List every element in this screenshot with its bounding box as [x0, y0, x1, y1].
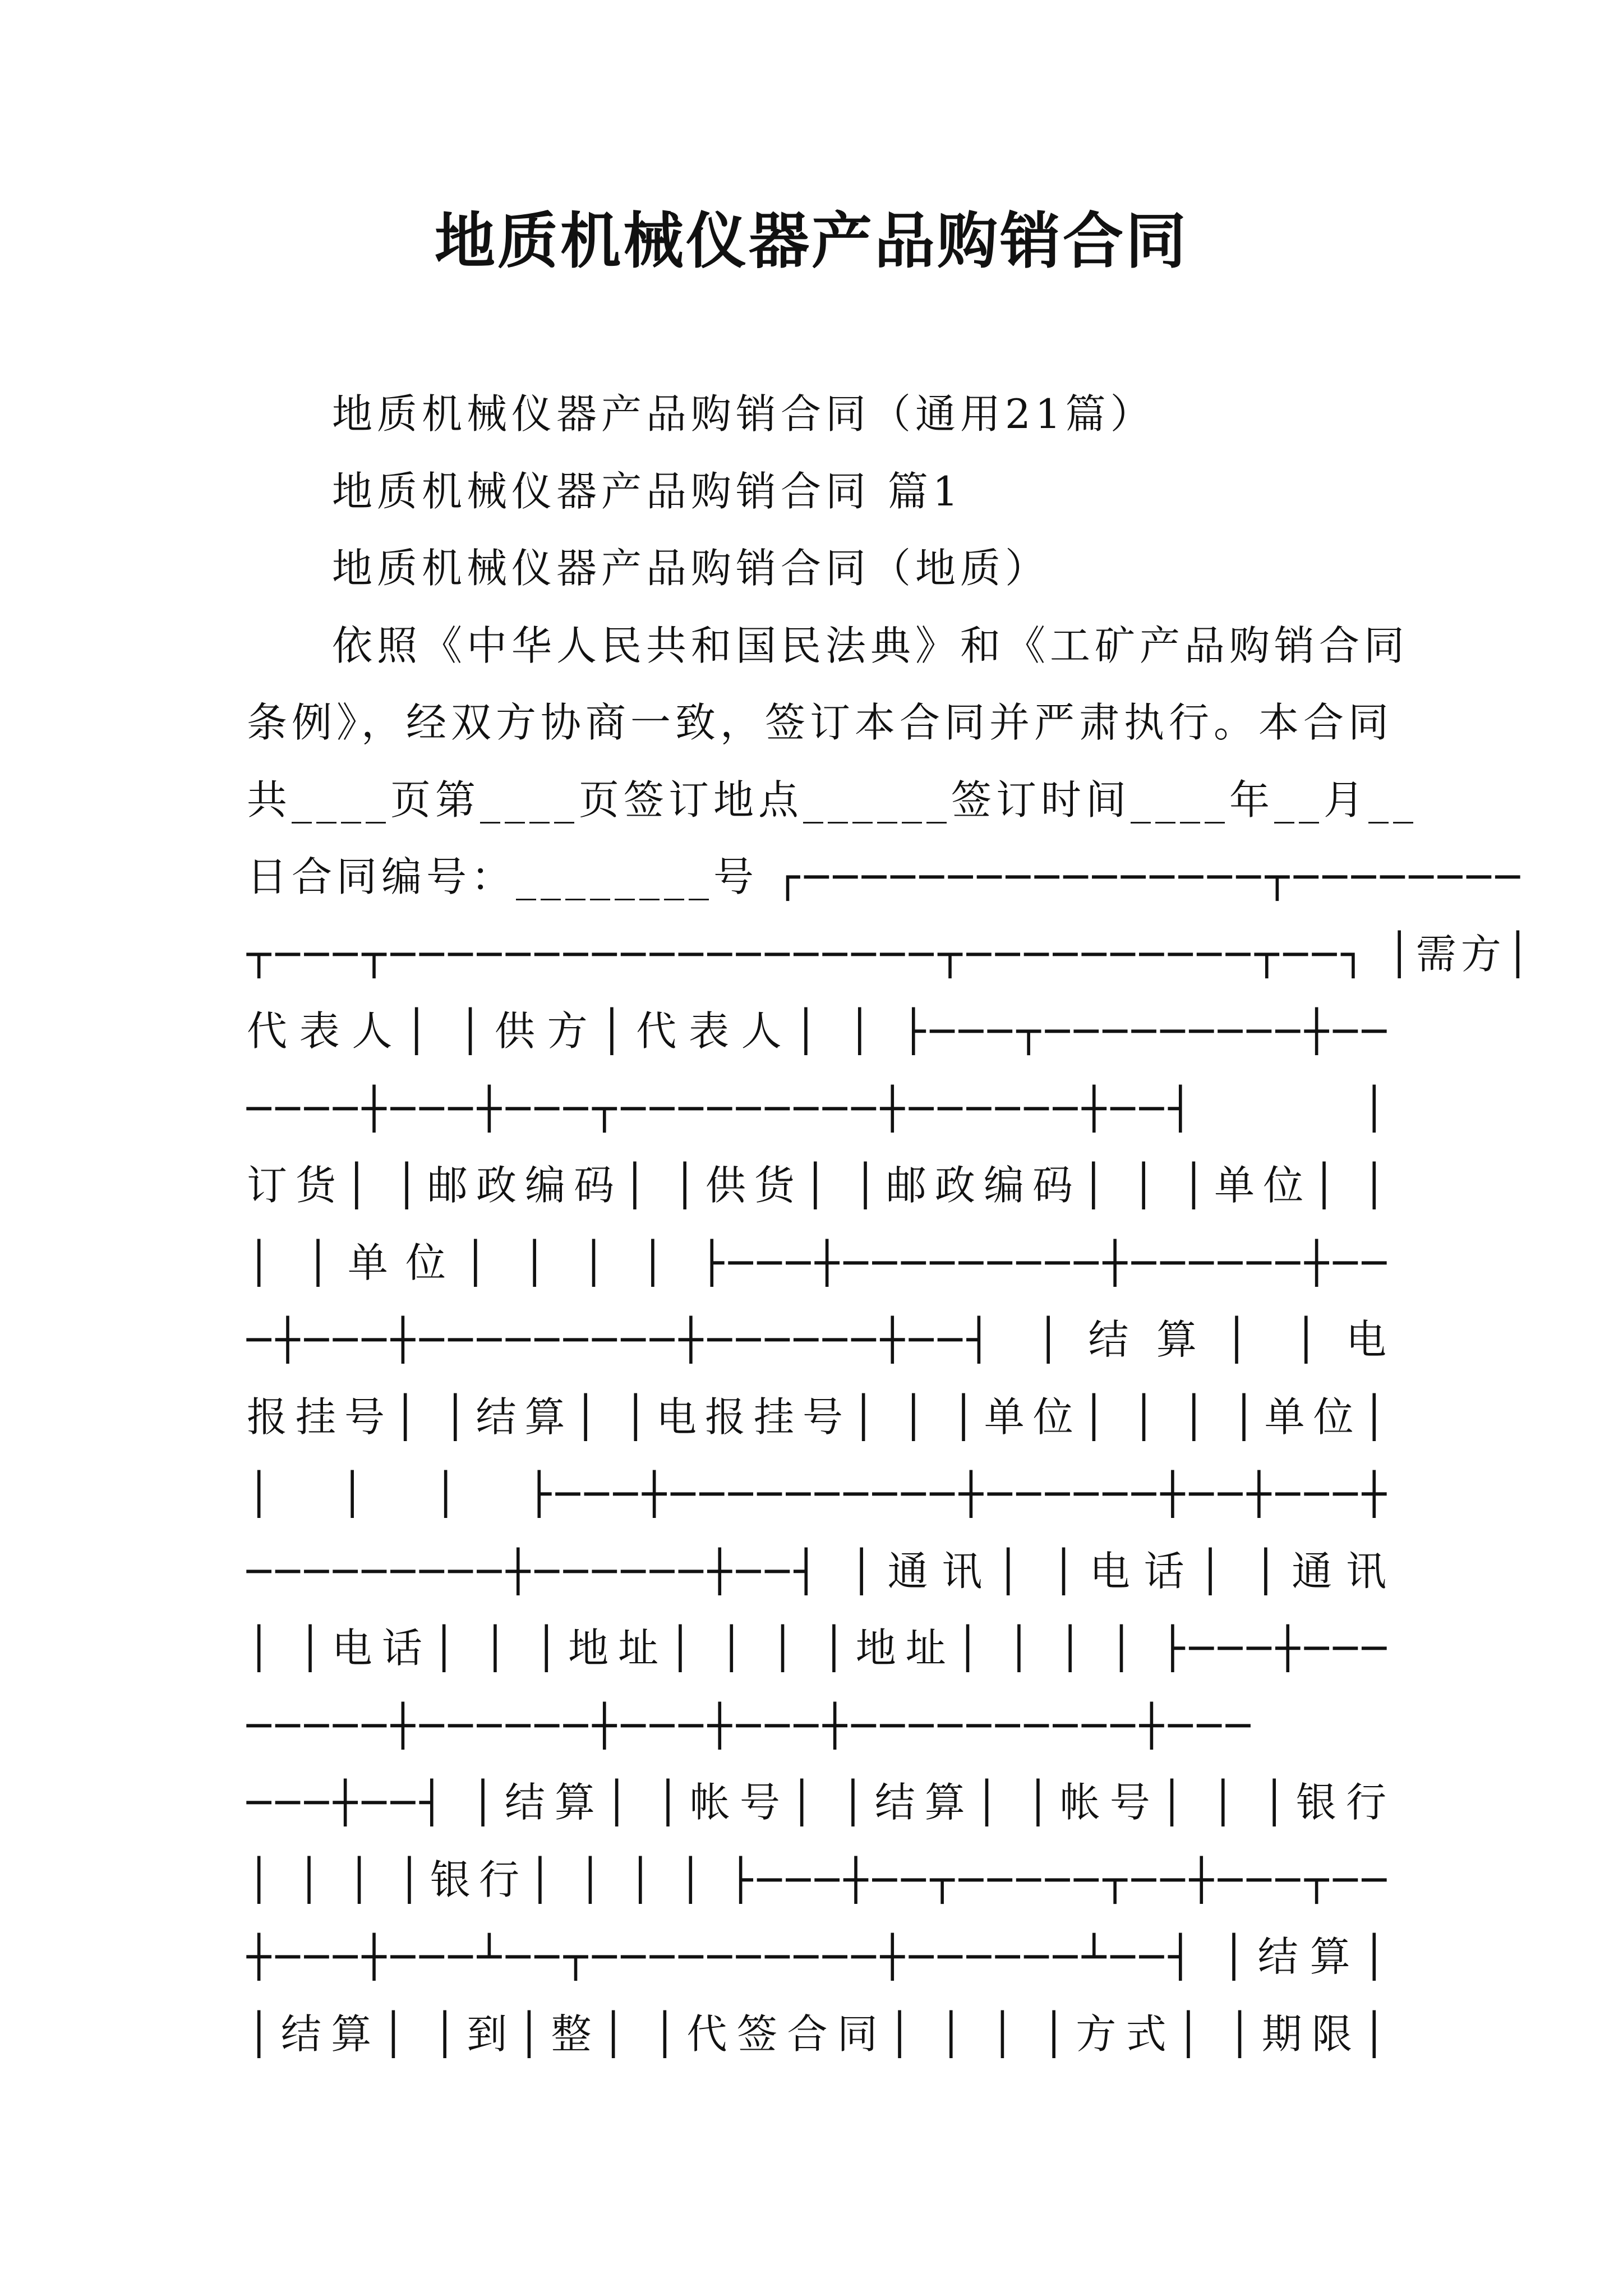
document-body	[247, 376, 1535, 2073]
table-text-line: 日合同编号：________号 ┌────────────────┬────────	[247, 853, 1524, 900]
table-text-line: ─┼───┼─────────┼──────┼──┤ │结算│ │电	[247, 1316, 1391, 1363]
table-text-line: │结算│ │到│整│ │代签合同│ │ │ │方式│ │期限│	[247, 2010, 1391, 2058]
subtitle-collection: 地质机械仪器产品购销合同（通用21篇）	[332, 390, 1155, 438]
table-text-line: ───┼──┤ │结算│ │帐号│ │结算│ │帐号│ │ │银行	[247, 1779, 1391, 1826]
table-text-line: │ │ │ ├───┼──────────┼──────┼──┼───┼	[247, 1470, 1391, 1517]
table-text-line: │ │ │ │银行│ │ │ │ ├───┼──┬─────┬──┼───┬──	[247, 1856, 1391, 1903]
table-text-line: │ │单位│ │ │ │ ├───┼─────────┼──────┼──	[247, 1239, 1391, 1286]
paragraph-line: 共____页第____页签订地点______签订时间____年__月__	[247, 776, 1418, 823]
subtitle-type: 地质机械仪器产品购销合同（地质）	[332, 545, 1050, 592]
table-text-line: 报挂号│ │结算│ │电报挂号│ │ │单位│ │ │ │单位│	[247, 1393, 1391, 1441]
table-text-line: ┬───┬───────────────────┬──────────┬──┐ │需方│	[247, 930, 1535, 978]
table-text-line: 代表人│ │供方│代表人│ │ ├───┬─────────┼──	[247, 1007, 1391, 1055]
table-text-line: │ │电话│ │ │地址│ │ │ │地址│ │ │ │ ├───┼───	[247, 1625, 1391, 1672]
table-text-line: 订货│ │邮政编码│ │供货│ │邮政编码│ │ │单位│ │	[247, 1162, 1391, 1209]
table-text-line: ─────┼──────┼───┼───┼──────────┼───	[247, 1701, 1255, 1749]
subtitle-part-1: 地质机械仪器产品购销合同 篇1	[332, 467, 963, 515]
table-text-line: ─────────┼──────┼──┤ │通讯│ │电话│ │通讯	[247, 1547, 1391, 1595]
table-text-line: ┼───┼───┴──┬──────────┼──────┴──┤ │结算│	[247, 1933, 1391, 1980]
document-title: 地质机械仪器产品购销合同	[434, 206, 1188, 277]
table-text-line: ────┼───┼───┬─────────┼──────┼──┤ │	[247, 1084, 1391, 1132]
paragraph-line: 依照《中华人民共和国民法典》和《工矿产品购销合同	[332, 622, 1409, 669]
paragraph-line: 条例》，经双方协商一致，签订本合同并严肃执行。本合同	[247, 699, 1394, 746]
